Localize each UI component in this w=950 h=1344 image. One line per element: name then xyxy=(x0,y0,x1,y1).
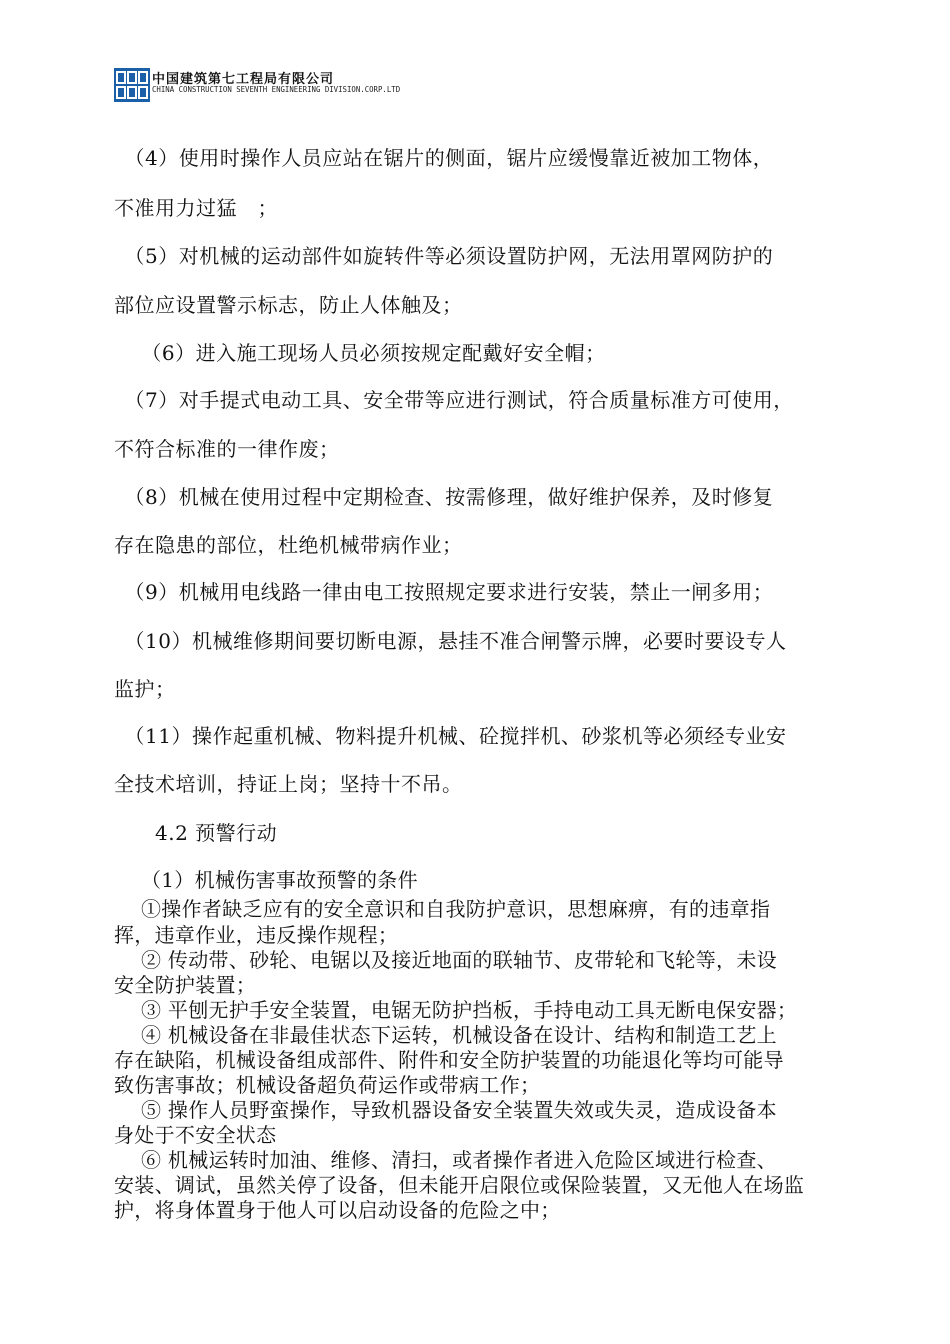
body-line: （7）对手提式电动工具、安全带等应进行测试，符合质量标准方可使用， xyxy=(114,388,794,412)
body-line: （10）机械维修期间要切断电源，悬挂不准合闸警示牌，必要时要设专人 xyxy=(114,629,787,653)
body-line: 挥，违章作业，违反操作规程； xyxy=(114,923,399,947)
body-line: ⑤ 操作人员野蛮操作，导致机器设备安全装置失效或失灵，造成设备本 xyxy=(114,1098,777,1122)
body-line: 不准用力过猛 ； xyxy=(114,196,278,220)
body-line: ② 传动带、砂轮、电锯以及接近地面的联轴节、皮带轮和飞轮等，未设 xyxy=(114,948,777,972)
body-line: ④ 机械设备在非最佳状态下运转，机械设备在设计、结构和制造工艺上 xyxy=(114,1023,777,1047)
body-line: 不符合标准的一律作废； xyxy=(114,437,340,461)
company-name-cn: 中国建筑第七工程局有限公司 xyxy=(152,72,335,87)
body-line: 部位应设置警示标志，防止人体触及； xyxy=(114,293,463,317)
body-line: （8）机械在使用过程中定期检查、按需修理，做好维护保养，及时修复 xyxy=(114,485,774,509)
body-line: 全技术培训，持证上岗；坚持十不吊。 xyxy=(114,772,463,796)
body-line: （4）使用时操作人员应站在锯片的侧面，锯片应缓慢靠近被加工物体， xyxy=(114,146,774,170)
body-line: 监护； xyxy=(114,677,176,701)
document-header xyxy=(114,64,834,104)
cscec-logo-icon xyxy=(114,68,150,102)
company-name-en: CHINA CONSTRUCTION SEVENTH ENGINEERING DIVISION.CORP.LTD xyxy=(152,85,401,94)
body-line: （5）对机械的运动部件如旋转件等必须设置防护网，无法用罩网防护的 xyxy=(114,244,774,268)
subsection-heading: （1）机械伤害事故预警的条件 xyxy=(114,868,418,892)
body-line: ⑥ 机械运转时加油、维修、清扫，或者操作者进入危险区域进行检查、 xyxy=(114,1148,777,1172)
body-line: （11）操作起重机械、物料提升机械、砼搅拌机、砂浆机等必须经专业安 xyxy=(114,724,787,748)
body-line: 安全防护装置； xyxy=(114,973,257,997)
section-heading: 4.2 预警行动 xyxy=(114,821,278,845)
body-line: ③ 平刨无护手安全装置，电锯无防护挡板，手持电动工具无断电保安器； xyxy=(114,998,798,1022)
body-line: 安装、调试，虽然关停了设备，但未能开启限位或保险装置，又无他人在场监 xyxy=(114,1173,805,1197)
body-line: （9）机械用电线路一律由电工按照规定要求进行安装，禁止一闸多用； xyxy=(114,580,774,604)
body-line: （6）进入施工现场人员必须按规定配戴好安全帽； xyxy=(114,341,606,365)
body-line: 身处于不安全状态 xyxy=(114,1123,277,1147)
body-line: ①操作者缺乏应有的安全意识和自我防护意识，思想麻痹，有的违章指 xyxy=(114,897,771,921)
body-line: 存在缺陷，机械设备组成部件、附件和安全防护装置的功能退化等均可能导 xyxy=(114,1048,784,1072)
body-line: 存在隐患的部位，杜绝机械带病作业； xyxy=(114,533,463,557)
body-line: 致伤害事故；机械设备超负荷运作或带病工作； xyxy=(114,1073,541,1097)
body-line: 护，将身体置身于他人可以启动设备的危险之中； xyxy=(114,1198,561,1222)
